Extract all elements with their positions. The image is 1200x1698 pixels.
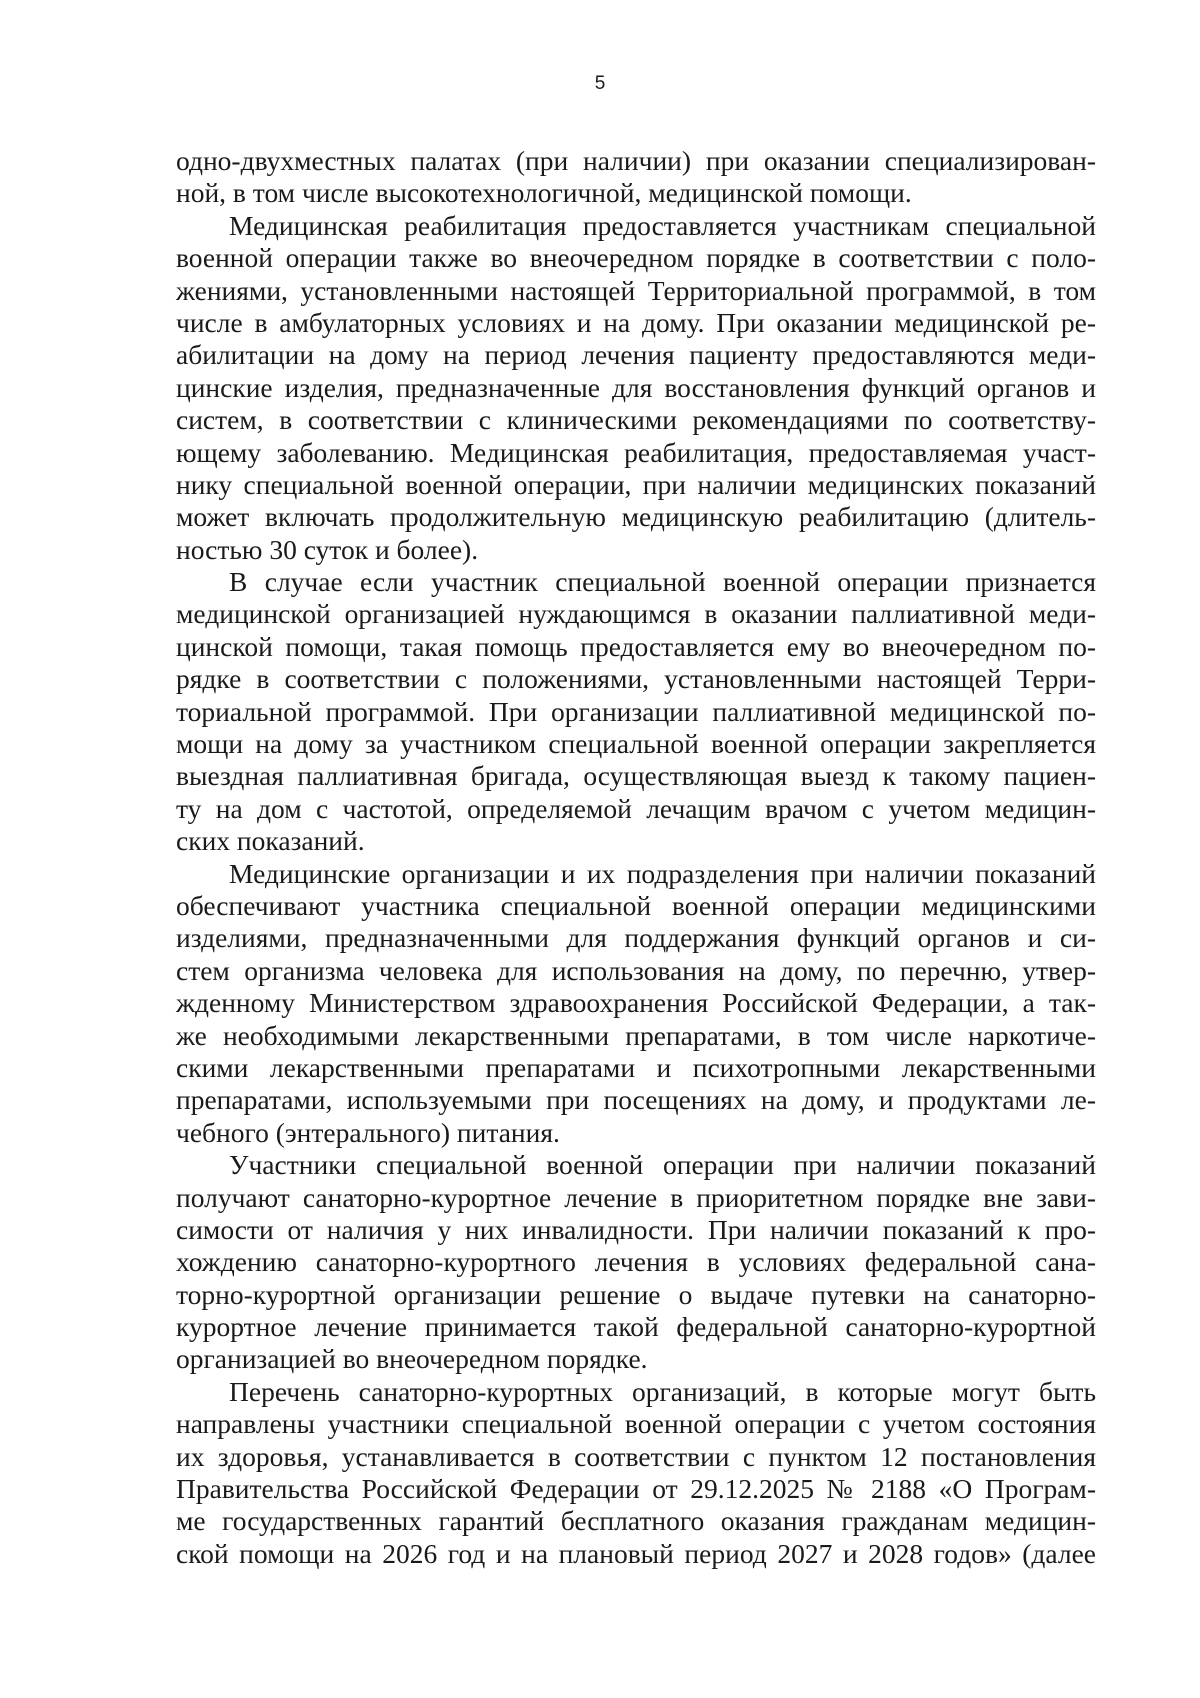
- text-line: обеспечивают участника специальной военной операции медицинскими: [176, 889, 1096, 921]
- text-line: получают санаторно-курортное лечение в приоритетном порядке вне зави-: [176, 1181, 1096, 1213]
- text-line: организацией во внеочередном порядке.: [176, 1343, 648, 1375]
- text-line: симости от наличия у них инвалидности. При наличии показаний к про-: [176, 1213, 1096, 1245]
- text-line: жениями, установленными настоящей Территориальной программой, в том: [176, 274, 1096, 306]
- text-line: Правительства Российской Федерации от 29.12.2025 № 2188 «О Програм-: [176, 1473, 1096, 1505]
- paragraph: [176, 210, 1096, 566]
- text-line: мощи на дому за участником специальной военной операции закрепляется: [176, 728, 1096, 760]
- text-line: же необходимыми лекарственными препаратами, в том числе наркотиче-: [176, 1019, 1096, 1051]
- text-line: ской помощи на 2026 год и на плановый период 2027 и 2028 годов» (далее: [176, 1537, 1096, 1569]
- text-line: В случае если участник специальной военной операции признается: [229, 566, 1096, 598]
- paragraph: [176, 145, 1096, 210]
- text-line: абилитации на дому на период лечения пациенту предоставляются меди-: [176, 339, 1096, 371]
- text-line: ту на дом с частотой, определяемой лечащим врачом с учетом медицин-: [176, 792, 1096, 824]
- text-line: числе в амбулаторных условиях и на дому. При оказании медицинской ре-: [176, 306, 1096, 338]
- text-line: Медицинские организации и их подразделения при наличии показаний: [229, 857, 1096, 889]
- text-line: выездная паллиативная бригада, осуществляющая выезд к такому пациен-: [176, 760, 1096, 792]
- text-line: Перечень санаторно-курортных организаций, в которые могут быть: [229, 1375, 1096, 1407]
- page-number: 5: [594, 73, 606, 94]
- paragraph: [176, 1376, 1096, 1570]
- text-line: одно-двухместных палатах (при наличии) при оказании специализирован-: [176, 145, 1096, 176]
- text-line: систем, в соответствии с клиническими рекомендациями по соответству-: [176, 404, 1096, 436]
- text-line: Участники специальной военной операции при наличии показаний: [229, 1149, 1096, 1181]
- text-line: рядке в соответствии с положениями, установленными настоящей Терри-: [176, 663, 1096, 695]
- text-line: ющему заболеванию. Медицинская реабилитация, предоставляемая участ-: [176, 436, 1096, 468]
- text-line: изделиями, предназначенными для поддержания функций органов и си-: [176, 922, 1096, 954]
- text-line: цинской помощи, такая помощь предоставляется ему во внеочередном по-: [176, 630, 1096, 662]
- text-line: ме государственных гарантий бесплатного оказания гражданам медицин-: [176, 1505, 1096, 1537]
- text-line: Медицинская реабилитация предоставляется участникам специальной: [229, 209, 1096, 241]
- text-line: курортное лечение принимается такой федеральной санаторно-курортной: [176, 1311, 1096, 1343]
- text-line: хождению санаторно-курортного лечения в условиях федеральной сана-: [176, 1246, 1096, 1278]
- paragraph: [176, 1149, 1096, 1376]
- text-line: жденному Министерством здравоохранения Российской Федерации, а так-: [176, 987, 1096, 1019]
- text-line: нику специальной военной операции, при наличии медицинских показаний: [176, 468, 1096, 500]
- text-line: стем организма человека для использования на дому, по перечню, утвер-: [176, 954, 1096, 986]
- text-line: ностью 30 суток и более).: [176, 533, 479, 565]
- text-line: военной операции также во внеочередном порядке в соответствии с поло-: [176, 242, 1096, 274]
- text-line: ских показаний.: [176, 825, 365, 857]
- text-line: медицинской организацией нуждающимся в оказании паллиативной меди-: [176, 598, 1096, 630]
- text-line: ной, в том числе высокотехнологичной, медицинской помощи.: [176, 177, 912, 209]
- text-line: скими лекарственными препаратами и психотропными лекарственными: [176, 1051, 1096, 1083]
- paragraph: [176, 566, 1096, 858]
- text-line: чебного (энтерального) питания.: [176, 1116, 560, 1148]
- text-line: может включать продолжительную медицинскую реабилитацию (длитель-: [176, 501, 1096, 533]
- text-line: торно-курортной организации решение о выдаче путевки на санаторно-: [176, 1278, 1096, 1310]
- text-line: препаратами, используемыми при посещениях на дому, и продуктами ле-: [176, 1084, 1096, 1116]
- text-line: их здоровья, устанавливается в соответствии с пунктом 12 постановления: [176, 1440, 1096, 1472]
- paragraph: [176, 858, 1096, 1150]
- text-line: цинские изделия, предназначенные для восстановления функций органов и: [176, 371, 1096, 403]
- text-line: ториальной программой. При организации паллиативной медицинской по-: [176, 695, 1096, 727]
- document-body: [176, 145, 1096, 1570]
- text-line: направлены участники специальной военной операции с учетом состояния: [176, 1408, 1096, 1440]
